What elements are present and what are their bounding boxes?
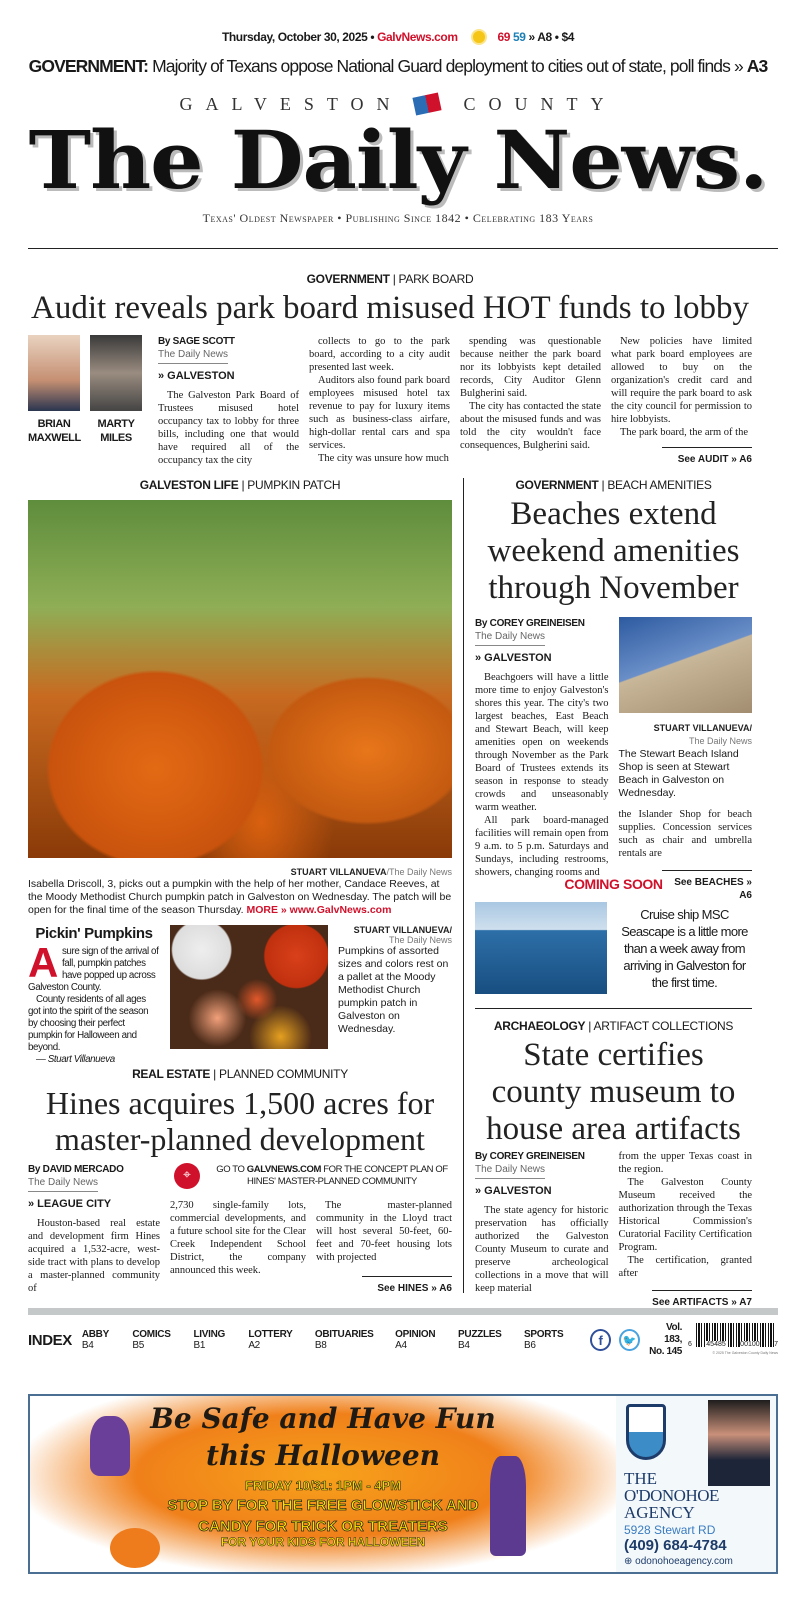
agency-name: O'DONOHOE — [624, 1486, 719, 1505]
brian-maxwell-photo — [28, 335, 80, 411]
issue-number: No. 145 — [649, 1346, 682, 1357]
masthead-rule — [28, 248, 778, 249]
artifacts-headline[interactable]: State certifies county museum to house area artifacts — [486, 1037, 741, 1147]
paragraph: County residents of all ages got into the spirit of the season by choosing their perfect pumpkin for Halloween and beyond. — [28, 994, 149, 1053]
concept-plan-promo[interactable]: ⌖ GO TO GALVNEWS.COM FOR THE CONCEPT PLAN OF HINES' MASTER-PLANNED COMMUNITY — [170, 1163, 452, 1189]
paragraph: The park board, the arm of the — [620, 426, 748, 438]
photo-caption: The Stewart Beach Island Shop is seen at Stewart Beach in Galveston on Wednesday. — [618, 748, 739, 799]
agency-address: 5928 Stewart RD — [624, 1523, 716, 1537]
masthead-tagline: Texas' Oldest Newspaper • Publishing Since 1842 • Celebrating 183 Years — [202, 211, 594, 225]
paragraph: spending was questionable because neither the park board nor its lobbyists kept detailed records, City Auditor Glenn Bulgherini said. — [460, 335, 601, 399]
ad-headline-2: this Halloween — [205, 1439, 441, 1472]
price: $4 — [561, 30, 575, 44]
paragraph: the Islander Shop for beach supplies. Concession services such as chair and umbrella rentals are — [618, 809, 752, 859]
teaser[interactable] — [0, 56, 796, 77]
audit-story — [28, 272, 752, 467]
dateline: » GALVESTON — [158, 369, 235, 382]
paragraph: New policies have limited what park board employees are allowed to buy on the organization's credit card and will require the park board to ask the city council for permission to hire lobbyists. — [611, 335, 752, 425]
island-shop-photo[interactable] — [619, 617, 753, 713]
ad-headline-1: Be Safe and Have Fun — [150, 1402, 496, 1435]
photo-credit-org: The Daily News — [688, 736, 752, 746]
facebook-icon[interactable]: f — [590, 1329, 611, 1351]
index-item[interactable]: ABBY B4 — [81, 1329, 109, 1351]
masthead-county-left: GALVESTON — [179, 94, 403, 114]
footer-rule — [28, 1308, 778, 1315]
signature: — Stuart Villanueva — [36, 1054, 115, 1065]
witch-illustration — [90, 1416, 130, 1476]
twitter-icon[interactable]: 🐦 — [619, 1329, 640, 1351]
beaches-story — [475, 478, 752, 902]
side-title: Pickin' Pumpkins — [35, 925, 153, 942]
coming-soon[interactable] — [475, 876, 752, 1009]
audit-mugshots: BRIAN MAXWELL MARTY MILES — [28, 335, 148, 467]
marty-miles-photo — [90, 335, 142, 411]
paragraph: Beachgoers will have a little more time to enjoy Galveston's shores this year. The city's two largest beaches, East Beach and Stewart Beach, will keep amenities open on weekends through November as the Park Board of Trustees extends its season in response to steady crowds and unseasonably warm weather. — [475, 672, 609, 813]
paragraph: The master-planned community in the Lloyd tract will host several 50-feet, 60-feet and 70-feet housing lots with projected — [316, 1200, 452, 1263]
dateline-bar — [0, 30, 796, 44]
agency-website[interactable]: odonohoeagency.com — [635, 1556, 733, 1567]
paragraph: 2,730 single-family lots, commercial developments, and a future school site for the Clear Creek Independent School District, the company announced this week. — [170, 1200, 306, 1276]
paragraph: All park board-managed facilities will remain open from 9 a.m. to 5 p.m. Saturdays and Sundays, including restrooms, showers, changing rooms and — [475, 815, 609, 878]
coming-soon-label: COMING SOON — [564, 876, 663, 892]
lighthouse-logo-icon — [626, 1404, 666, 1460]
paragraph: sure sign of the arrival of fall, pumpkin patches have popped up across Galveston County. — [28, 946, 159, 993]
paragraph: The Galveston County Museum received the authorization through the Texas Historical Commission's Curatorial Facility Certification Program. — [618, 1177, 752, 1253]
photo-credit: STUART VILLANUEVA/ — [653, 723, 752, 733]
hines-story — [28, 1067, 452, 1295]
paragraph: The certification, granted after — [618, 1255, 752, 1279]
weather-ref: » A8 • — [528, 30, 559, 44]
pumpkin-patch-photo[interactable] — [28, 500, 452, 858]
paragraph: Auditors also found park board employees misused hotel tax revenue to pay for luxury items such as business-class airfare, high-dollar rental cars and spa services. — [309, 374, 450, 451]
hines-kicker: REAL ESTATE | PLANNED COMMUNITY — [132, 1067, 348, 1081]
index-label: INDEX — [28, 1331, 72, 1349]
dateline: » LEAGUE CITY — [28, 1198, 112, 1210]
teaser-label: GOVERNMENT: — [28, 56, 149, 76]
paragraph: The city has contacted the state about the misused funds and was told the city wouldn't face consequences, Bulgherini said. — [460, 400, 601, 451]
index-item[interactable]: LIVING B1 — [193, 1329, 226, 1351]
volume: Vol. 183, — [664, 1322, 682, 1345]
paragraph: Houston-based real estate and development firm Hines acquired a 1,532-acre, west-side tract with plans to develop a master-planned community of — [28, 1218, 160, 1294]
photo-credit-org: The Daily News — [388, 935, 452, 945]
cruise-ship-photo — [475, 902, 607, 994]
beaches-kicker: GOVERNMENT | BEACH AMENITIES — [515, 478, 712, 492]
index-item[interactable]: LOTTERY A2 — [248, 1329, 293, 1351]
index-item[interactable]: COMICS B5 — [132, 1329, 171, 1351]
pumpkin-illustration — [110, 1528, 160, 1568]
byline-org: The Daily News — [28, 1176, 98, 1192]
map-pin-icon: ⌖ — [174, 1163, 200, 1189]
ad-line: FOR YOUR KIDS FOR HALLOWEEN — [220, 1535, 426, 1549]
barcode: 6 45485 00100 7 © 2025 The Galveston County Daily News — [688, 1323, 778, 1357]
copyright: © 2025 The Galveston County Daily News — [712, 1351, 778, 1355]
see-audit-link[interactable]: See AUDIT » A6 — [662, 447, 752, 466]
byline: By DAVID MERCADO — [28, 1164, 124, 1175]
byline-org: The Daily News — [475, 630, 545, 646]
sun-icon — [473, 31, 485, 43]
photo-credit: STUART VILLANUEVA/ — [353, 925, 452, 935]
pickin-pumpkins-box — [28, 925, 160, 1066]
index-item[interactable]: OBITUARIES B8 — [314, 1329, 374, 1351]
paragraph: The city was unsure how much — [318, 452, 449, 464]
masthead-title: The Daily News. — [28, 113, 768, 207]
temp-high: 69 — [497, 30, 511, 44]
dateline: » GALVESTON — [475, 652, 552, 664]
audit-kicker: GOVERNMENT | PARK BOARD — [306, 272, 474, 286]
index-item[interactable]: SPORTS B6 — [524, 1329, 564, 1351]
index-item[interactable]: PUZZLES B4 — [458, 1329, 502, 1351]
hines-headline[interactable]: Hines acquires 1,500 acres for master-planned development — [45, 1085, 435, 1157]
coming-soon-text: Cruise ship MSC Seascape is a little more than a week away from arriving in Galveston for the first time. — [621, 906, 748, 990]
drop-cap: A — [28, 939, 58, 986]
masthead-county-right: COUNTY — [463, 94, 617, 114]
see-artifacts-link[interactable]: See ARTIFACTS » A7 — [652, 1290, 752, 1309]
paragraph: from the upper Texas coast in the region. — [618, 1151, 752, 1175]
ad-line: CANDY FOR TRICK OR TREATERS — [198, 1518, 448, 1535]
paragraph: collects to go to the park board, according to a city audit presented last week. — [309, 335, 450, 373]
photo-caption: Isabella Driscoll, 3, picks out a pumpkin with the help of her mother, Candace Reeves, at the Moody Methodist Church pumpkin patch in Galveston on Wednesday. The patch will be open for the final time of the season Thursday. MORE » www.GalvNews.com — [28, 878, 452, 916]
see-hines-link[interactable]: See HINES » A6 — [362, 1276, 452, 1295]
artifacts-story — [475, 1019, 752, 1309]
photo-caption: Pumpkins of assorted sizes and colors rest on a pallet at the Moody Methodist Church pumpkin patch in Galveston on Wednesday. — [338, 945, 449, 1035]
site-link[interactable]: GalvNews.com — [377, 30, 458, 44]
agency-phone[interactable]: (409) 684-4784 — [624, 1537, 727, 1554]
beaches-headline[interactable]: Beaches extend weekend amenities through November — [487, 496, 740, 606]
index-bar — [28, 1322, 778, 1358]
pumpkin-kicker: GALVESTON LIFE | PUMPKIN PATCH — [139, 478, 341, 492]
artifacts-kicker: ARCHAEOLOGY | ARTIFACT COLLECTIONS — [493, 1019, 734, 1033]
assorted-pumpkins-photo[interactable] — [170, 925, 328, 1049]
paragraph: The Galveston Park Board of Trustees misused hotel occupancy tax to lobby for three bills, including one that would have required all of the occupancy tax the city — [158, 389, 299, 466]
byline-org: The Daily News — [158, 348, 228, 364]
index-item[interactable]: OPINION A4 — [395, 1329, 436, 1351]
photo-credit: STUART VILLANUEVA/The Daily News — [290, 867, 452, 877]
ad-when: FRIDAY 10/31: 1PM - 4PM — [244, 1478, 402, 1493]
dateline: » GALVESTON — [475, 1185, 552, 1197]
byline: By COREY GREINEISEN — [475, 1151, 585, 1162]
teaser-text: Majority of Texans oppose National Guard deployment to cities out of state, poll finds » — [152, 56, 743, 76]
witch-girl-illustration — [490, 1456, 526, 1556]
pumpkin-feature — [28, 478, 452, 1066]
byline: By SAGE SCOTT — [158, 335, 235, 347]
ad-line: STOP BY FOR THE FREE GLOWSTICK AND — [167, 1497, 479, 1514]
agency-name: THE — [624, 1469, 658, 1488]
paragraph: The state agency for historic preservation has officially authorized the Galveston County Museum to curate and preserve archeological collections in a move that will keep material — [475, 1205, 609, 1294]
audit-headline[interactable]: Audit reveals park board misused HOT funds to lobby — [31, 290, 749, 326]
column-divider — [463, 478, 464, 1293]
globe-icon: ⊕ — [624, 1556, 636, 1567]
teaser-page: A3 — [746, 56, 768, 76]
see-beaches-link[interactable]: See BEACHES » A6 — [662, 870, 752, 902]
masthead — [0, 94, 796, 226]
temp-low: 59 — [513, 30, 526, 44]
agency-name: AGENCY — [624, 1503, 695, 1522]
halloween-ad[interactable] — [28, 1394, 778, 1574]
byline: By COREY GREINEISEN — [475, 618, 585, 629]
byline-org: The Daily News — [475, 1163, 545, 1179]
more-link[interactable]: MORE » www.GalvNews.com — [246, 904, 392, 916]
issue-date: Thursday, October 30, 2025 • — [221, 30, 375, 44]
